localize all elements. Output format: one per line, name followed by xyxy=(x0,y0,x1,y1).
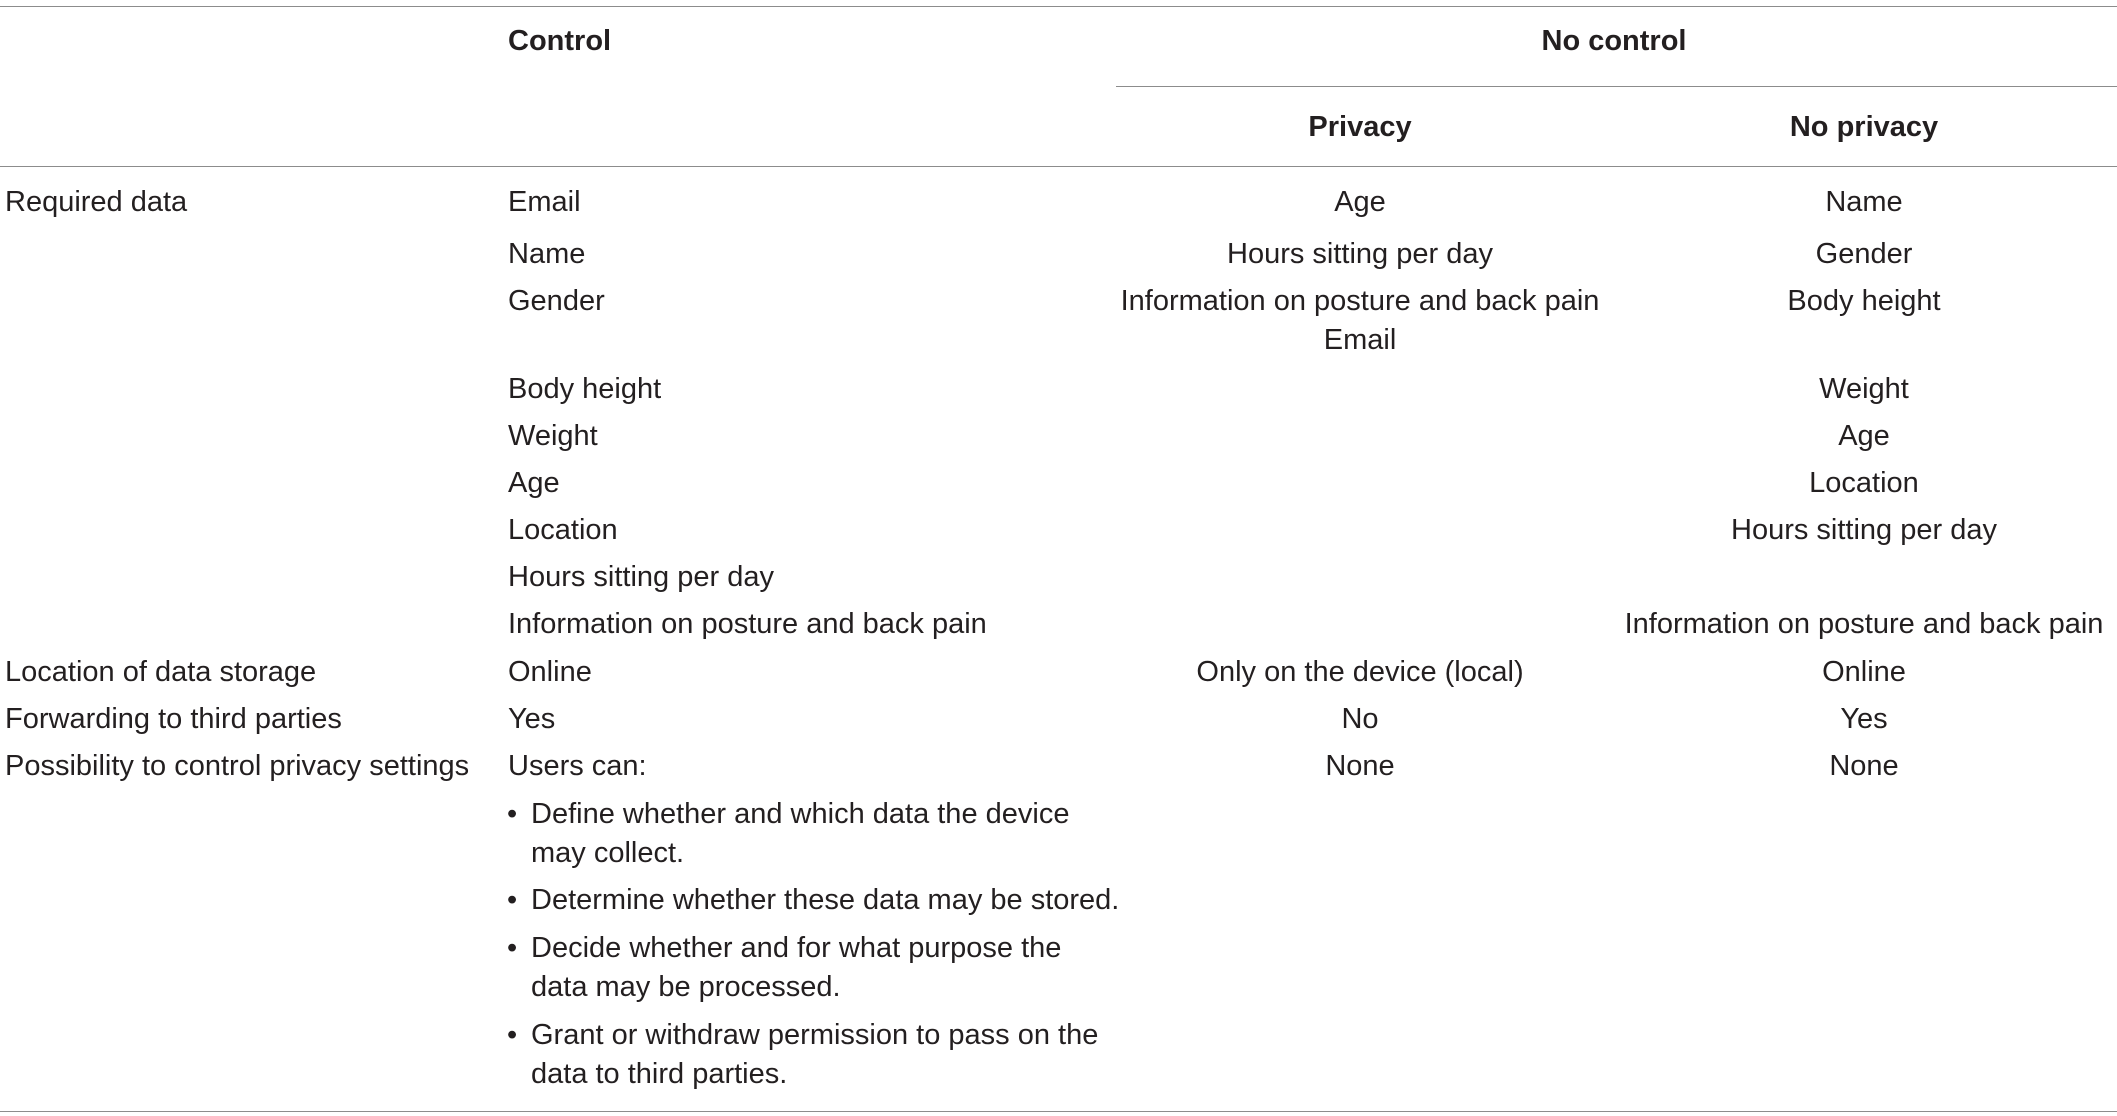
control-required-item: Body height xyxy=(508,373,662,405)
top-rule xyxy=(0,6,2117,7)
no-privacy-required-item: Body height xyxy=(1787,285,1941,317)
no-privacy-forwarding: Yes xyxy=(1840,703,1888,735)
control-storage: Online xyxy=(508,656,592,688)
bottom-rule xyxy=(0,1111,2117,1112)
bullet-line: may collect. xyxy=(531,837,685,869)
header-control: Control xyxy=(508,25,612,57)
control-required-item: Hours sitting per day xyxy=(508,561,774,593)
control-required-item: Name xyxy=(508,238,586,270)
control-forwarding: Yes xyxy=(508,703,556,735)
privacy-forwarding: No xyxy=(1341,703,1379,735)
bullet-line: Decide whether and for what purpose the xyxy=(531,932,1062,964)
control-required-item: Location xyxy=(508,514,618,546)
row-label-possibility: Possibility to control privacy settings xyxy=(5,750,470,782)
header-no-privacy: No privacy xyxy=(1789,111,1939,143)
no-control-underline xyxy=(1116,86,2117,87)
privacy-storage: Only on the device (local) xyxy=(1196,656,1524,688)
control-required-item: Information on posture and back pain xyxy=(508,608,987,640)
bullet-line: data to third parties. xyxy=(531,1058,788,1090)
no-privacy-required-item: Weight xyxy=(1819,373,1909,405)
no-privacy-required-item: Name xyxy=(1825,186,1903,218)
header-bottom-rule xyxy=(0,166,2117,167)
no-privacy-storage: Online xyxy=(1822,656,1906,688)
bullet-dot-icon: • xyxy=(507,1019,518,1051)
control-required-item: Email xyxy=(508,186,581,218)
no-privacy-required-item: Gender xyxy=(1815,238,1913,270)
bullet-line: Define whether and which data the device xyxy=(531,798,1070,830)
control-required-item: Weight xyxy=(508,420,598,452)
bullet-line: data may be processed. xyxy=(531,971,841,1003)
bullet-dot-icon: • xyxy=(507,798,518,830)
no-privacy-required-item: Information on posture and back pain xyxy=(1624,608,2104,640)
header-privacy: Privacy xyxy=(1308,111,1412,143)
bullet-line: Determine whether these data may be stored. xyxy=(531,884,1120,916)
bullet-dot-icon: • xyxy=(507,884,518,916)
no-privacy-required-item: Hours sitting per day xyxy=(1731,514,1997,546)
row-label-required-data: Required data xyxy=(5,186,188,218)
privacy-required-item: Age xyxy=(1334,186,1386,218)
privacy-required-item: Information on posture and back pain xyxy=(1120,285,1600,317)
bullet-line: Grant or withdraw permission to pass on the xyxy=(531,1019,1099,1051)
privacy-possibility: None xyxy=(1325,750,1395,782)
row-label-storage: Location of data storage xyxy=(5,656,317,688)
bullet-dot-icon: • xyxy=(507,932,518,964)
row-label-forwarding: Forwarding to third parties xyxy=(5,703,342,735)
control-required-item: Gender xyxy=(508,285,605,317)
no-privacy-possibility: None xyxy=(1829,750,1899,782)
control-possibility-intro: Users can: xyxy=(508,750,647,782)
privacy-required-item: Hours sitting per day xyxy=(1227,238,1493,270)
no-privacy-required-item: Age xyxy=(1838,420,1890,452)
privacy-required-item: Email xyxy=(1323,324,1397,356)
header-no-control: No control xyxy=(1541,25,1687,57)
control-required-item: Age xyxy=(508,467,560,499)
no-privacy-required-item: Location xyxy=(1809,467,1919,499)
